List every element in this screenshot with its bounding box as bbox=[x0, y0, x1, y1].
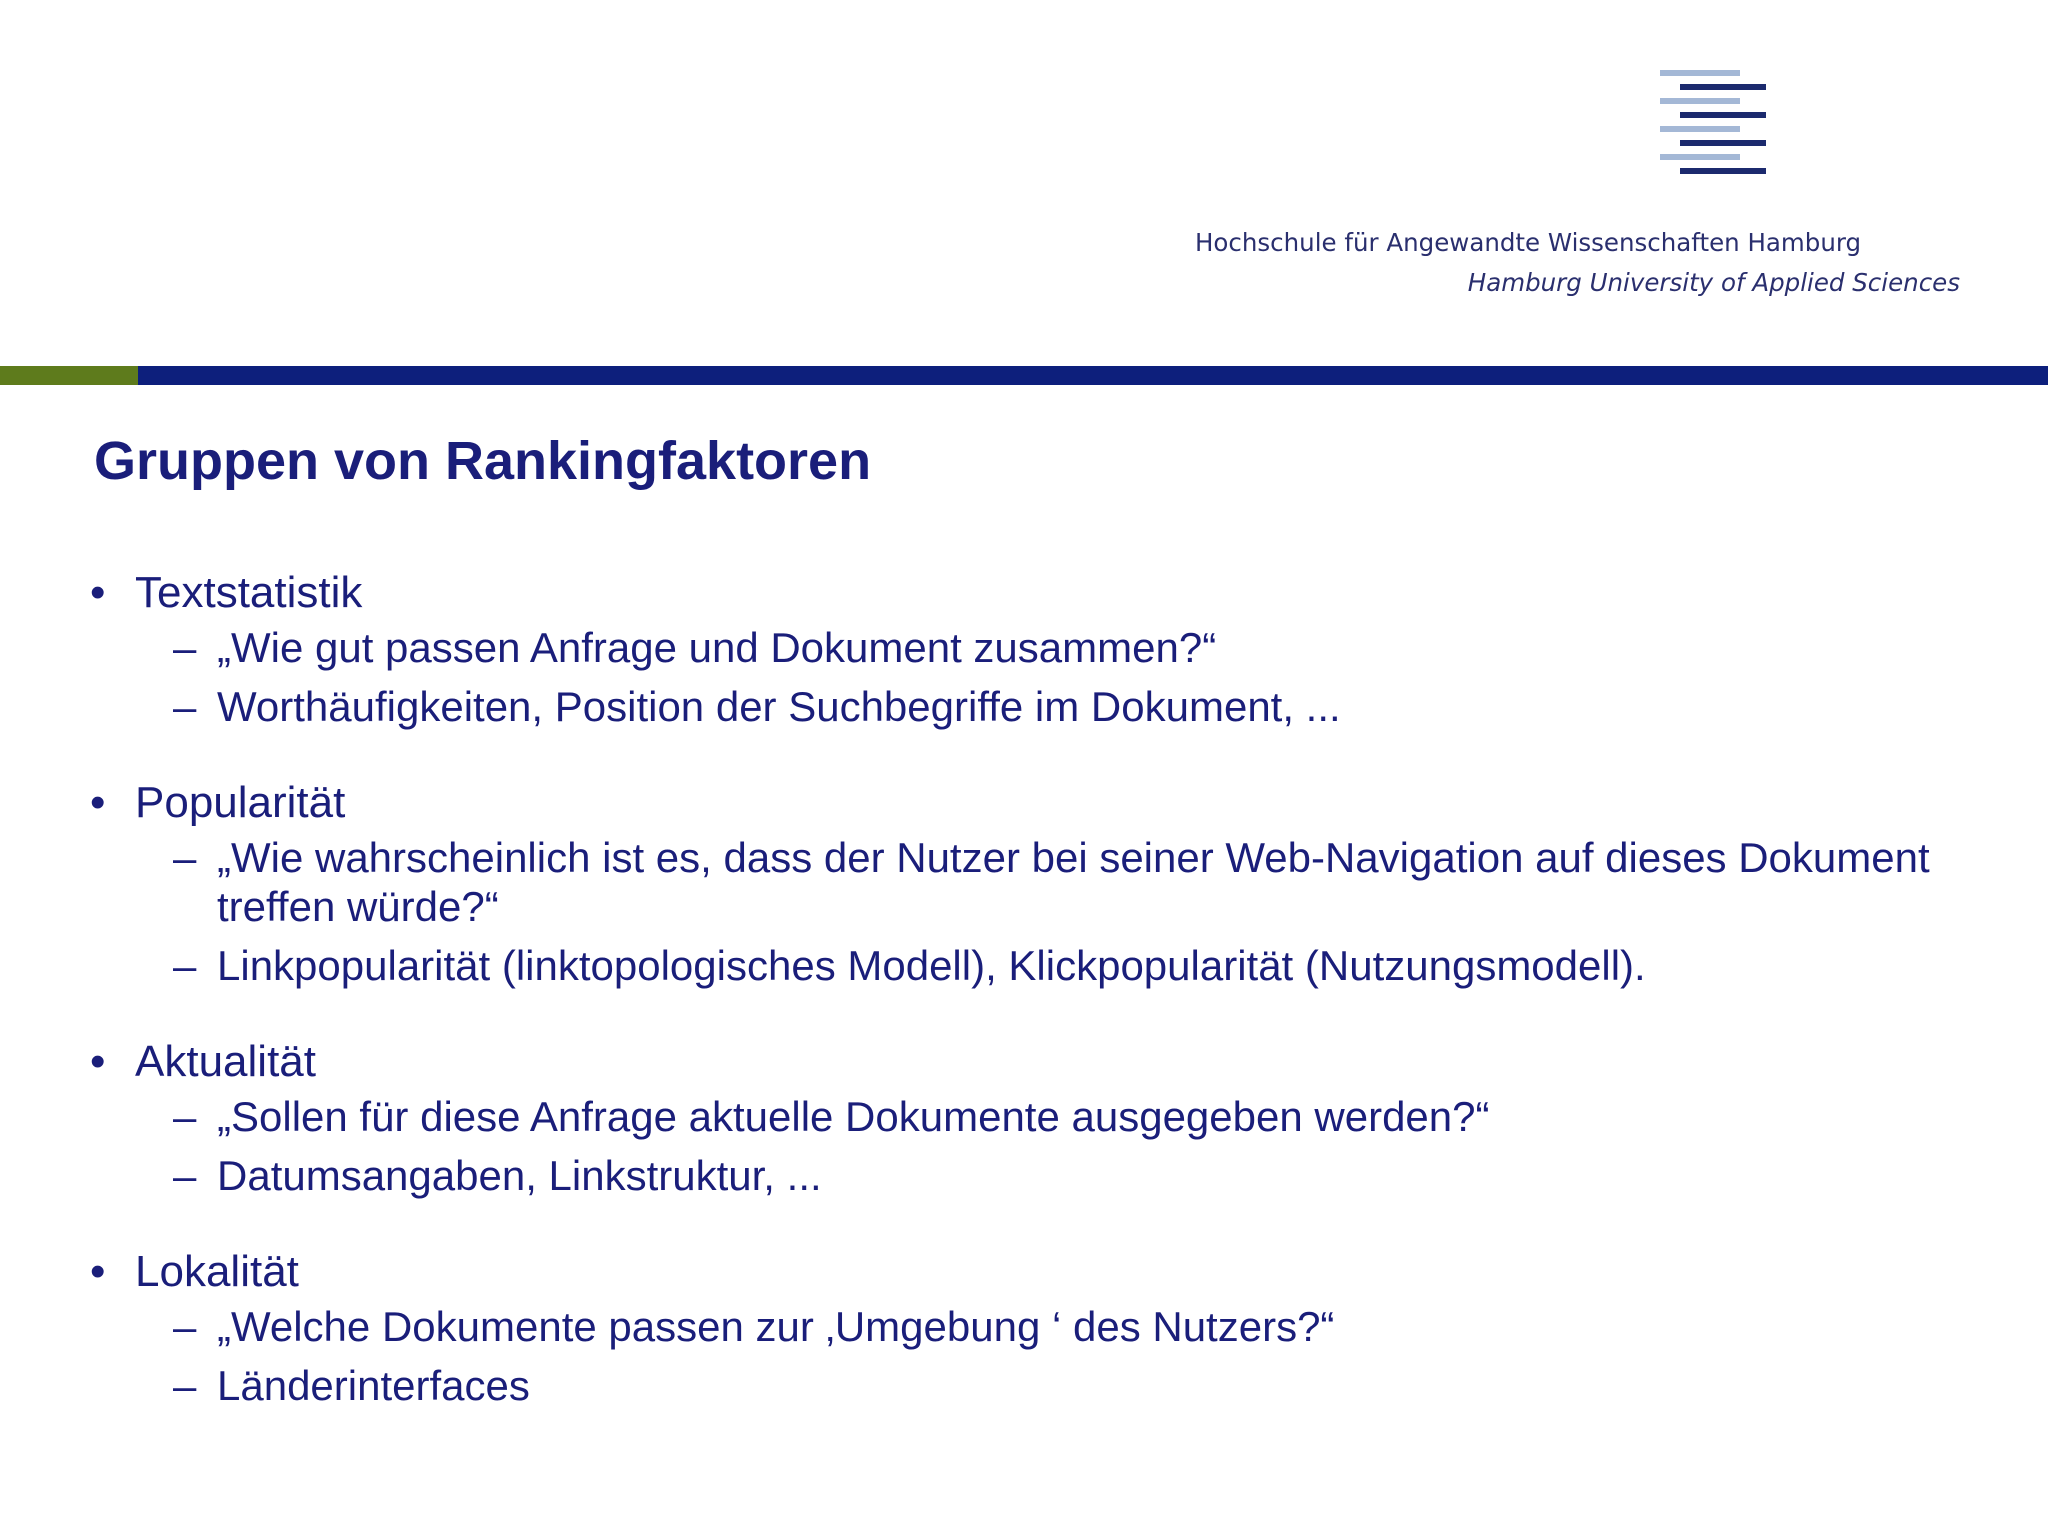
sub-item bbox=[173, 941, 1970, 990]
dash-icon: – bbox=[173, 834, 197, 881]
sub-item bbox=[173, 623, 1970, 672]
slide-title: Gruppen von Rankingfaktoren bbox=[94, 431, 872, 491]
section-textstatistik bbox=[90, 563, 1970, 731]
sub-item bbox=[173, 1092, 1970, 1141]
sub-list bbox=[173, 623, 1970, 731]
sub-item bbox=[173, 833, 1997, 931]
dash-icon: – bbox=[173, 942, 197, 989]
dash-icon: – bbox=[173, 624, 197, 671]
sub-item-text: Worthäufigkeiten, Position der Suchbegriffe im Dokument, ... bbox=[217, 683, 1341, 730]
sub-list bbox=[173, 1092, 1970, 1200]
bullet-heading: Popularität bbox=[135, 778, 346, 827]
sub-item-text: „Sollen für diese Anfrage aktuelle Dokumente ausgegeben werden?“ bbox=[217, 1093, 1490, 1140]
haw-logo-icon bbox=[1660, 70, 1770, 180]
bullet-item bbox=[90, 563, 1970, 623]
sub-item bbox=[173, 1302, 1970, 1351]
sub-item-text: Länderinterfaces bbox=[217, 1362, 530, 1409]
sub-item-text: „Wie wahrscheinlich ist es, dass der Nutzer bei seiner Web-Navigation auf dieses Dokument treffen würde?“ bbox=[217, 834, 1930, 930]
sub-item bbox=[173, 682, 1970, 731]
header-stripe-green bbox=[0, 366, 138, 385]
sub-list bbox=[173, 1302, 1970, 1410]
sub-item bbox=[173, 1151, 1970, 1200]
university-name-german: Hochschule für Angewandte Wissenschaften Hamburg bbox=[1195, 228, 1862, 257]
section-aktualitaet bbox=[90, 1032, 1970, 1200]
dash-icon: – bbox=[173, 1152, 197, 1199]
bullet-heading: Textstatistik bbox=[135, 568, 363, 617]
sub-list bbox=[173, 833, 1970, 990]
bullet-item bbox=[90, 1032, 1970, 1092]
bullet-icon: • bbox=[90, 1037, 106, 1086]
dash-icon: – bbox=[173, 683, 197, 730]
dash-icon: – bbox=[173, 1093, 197, 1140]
section-lokalitaet bbox=[90, 1242, 1970, 1410]
bullet-icon: • bbox=[90, 778, 106, 827]
header-stripe-navy bbox=[138, 366, 2048, 385]
bullet-item bbox=[90, 773, 1970, 833]
bullet-icon: • bbox=[90, 568, 106, 617]
bullet-heading: Lokalität bbox=[135, 1247, 299, 1296]
sub-item-text: Datumsangaben, Linkstruktur, ... bbox=[217, 1152, 822, 1199]
sub-item-text: Linkpopularität (linktopologisches Modell), Klickpopularität (Nutzungsmodell). bbox=[217, 942, 1646, 989]
sub-item bbox=[173, 1361, 1970, 1410]
sub-item-text: „Wie gut passen Anfrage und Dokument zusammen?“ bbox=[217, 624, 1217, 671]
dash-icon: – bbox=[173, 1362, 197, 1409]
bullet-item bbox=[90, 1242, 1970, 1302]
section-popularitaet bbox=[90, 773, 1970, 990]
bullet-icon: • bbox=[90, 1247, 106, 1296]
sub-item-text: „Welche Dokumente passen zur ‚Umgebung ‘ des Nutzers?“ bbox=[217, 1303, 1335, 1350]
dash-icon: – bbox=[173, 1303, 197, 1350]
bullet-heading: Aktualität bbox=[135, 1037, 316, 1086]
university-name-english: Hamburg University of Applied Sciences bbox=[1467, 268, 1960, 297]
bullet-list bbox=[90, 563, 1970, 1452]
